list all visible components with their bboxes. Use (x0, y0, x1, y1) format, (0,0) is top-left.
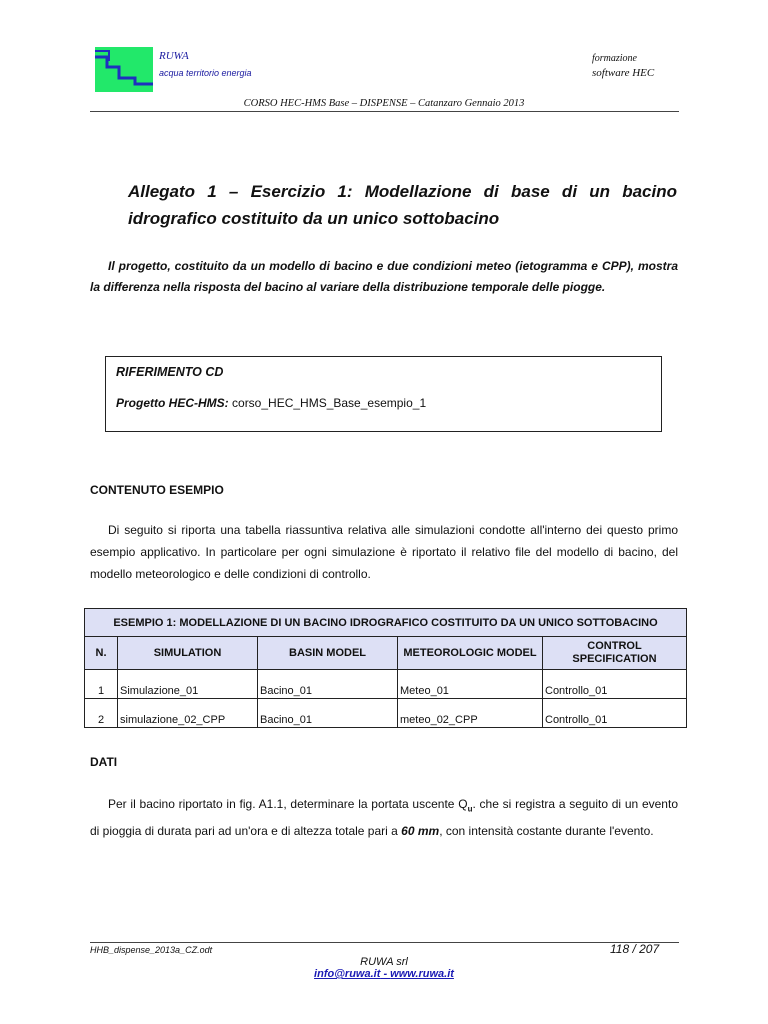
dati-text-before: Per il bacino riportato in fig. A1.1, determinare la portata uscente Q (108, 797, 468, 811)
reference-project-label: Progetto HEC-HMS: (116, 396, 229, 410)
table-cell-simulation: Simulazione_01 (118, 670, 258, 699)
reference-title: RIFERIMENTO CD (116, 365, 224, 379)
email-link[interactable]: info@ruwa.it (314, 968, 381, 980)
dati-paragraph (90, 793, 678, 842)
link-separator: - (380, 968, 391, 980)
intro-paragraph: Il progetto, costituito da un modello di bacino e due condizioni meteo (ietogramma e CPP), mostra la differenza nella risposta del bacino al variare della distribuzione temporale delle piogge. (90, 259, 678, 294)
footer-company: RUWA srl (360, 956, 408, 968)
table-cell-basin: Bacino_01 (258, 699, 398, 728)
reference-project (116, 396, 426, 410)
logo-brand: RUWA (159, 50, 189, 62)
dati-text-middle: . che si registra a seguito di un evento di pioggia di durata pari ad un'ora e di altezza totale pari a (90, 797, 678, 839)
page-number: 118 / 207 (610, 942, 660, 956)
table-row (85, 670, 687, 699)
table-cell-simulation: simulazione_02_CPP (118, 699, 258, 728)
table-cell-meteo: Meteo_01 (398, 670, 543, 699)
reference-project-value: corso_HEC_HMS_Base_esempio_1 (232, 396, 427, 410)
header-formazione: formazione (592, 53, 637, 64)
section-heading-dati: DATI (90, 755, 118, 769)
dati-text-after: , con intensità costante durante l'evento. (439, 824, 654, 839)
table-cell-n: 1 (85, 670, 118, 699)
ruwa-logo (95, 47, 153, 92)
table-caption: ESEMPIO 1: MODELLAZIONE DI UN BACINO IDROGRAFICO COSTITUITO DA UN UNICO SOTTOBACINO (85, 609, 687, 637)
table-cell-meteo: meteo_02_CPP (398, 699, 543, 728)
dati-subscript: u (467, 804, 473, 814)
col-header-control-specification: CONTROL SPECIFICATION (543, 637, 687, 670)
table-row (85, 699, 687, 728)
course-line: CORSO HEC-HMS Base – DISPENSE – Catanzaro Gennaio 2013 (243, 98, 525, 109)
simulations-table (84, 608, 687, 728)
table-cell-control: Controllo_01 (543, 670, 687, 699)
footer-links (0, 968, 768, 980)
col-header-simulation: SIMULATION (118, 637, 258, 670)
table-cell-n: 2 (85, 699, 118, 728)
page-title: Allegato 1 – Esercizio 1: Modellazione di base di un bacino idrografico costituito da un unico sottobacino (128, 182, 677, 228)
website-link[interactable]: www.ruwa.it (390, 968, 454, 980)
header-software: software HEC (592, 67, 655, 79)
footer-filename: HHB_dispense_2013a_CZ.odt (90, 945, 213, 955)
col-header-meteorologic-model: METEOROLOGIC MODEL (398, 637, 543, 670)
river-wave-icon (95, 47, 153, 92)
col-header-n: N. (85, 637, 118, 670)
header-divider (90, 111, 679, 112)
contenuto-paragraph: Di seguito si riporta una tabella riassuntiva relativa alle simulazioni condotte all'interno dei questo primo esempio applicativo. In particolare per ogni simulazione è riportato il relativo file del modello di bacino, del modello meteorologico e delle condizioni di controllo. (90, 523, 678, 581)
dati-emphasis: 60 mm (401, 824, 440, 839)
table-cell-control: Controllo_01 (543, 699, 687, 728)
footer-divider (90, 942, 679, 943)
logo-tagline: acqua territorio energia (159, 68, 252, 78)
table-cell-basin: Bacino_01 (258, 670, 398, 699)
col-header-basin-model: BASIN MODEL (258, 637, 398, 670)
section-heading-contenuto: CONTENUTO ESEMPIO (90, 483, 224, 497)
